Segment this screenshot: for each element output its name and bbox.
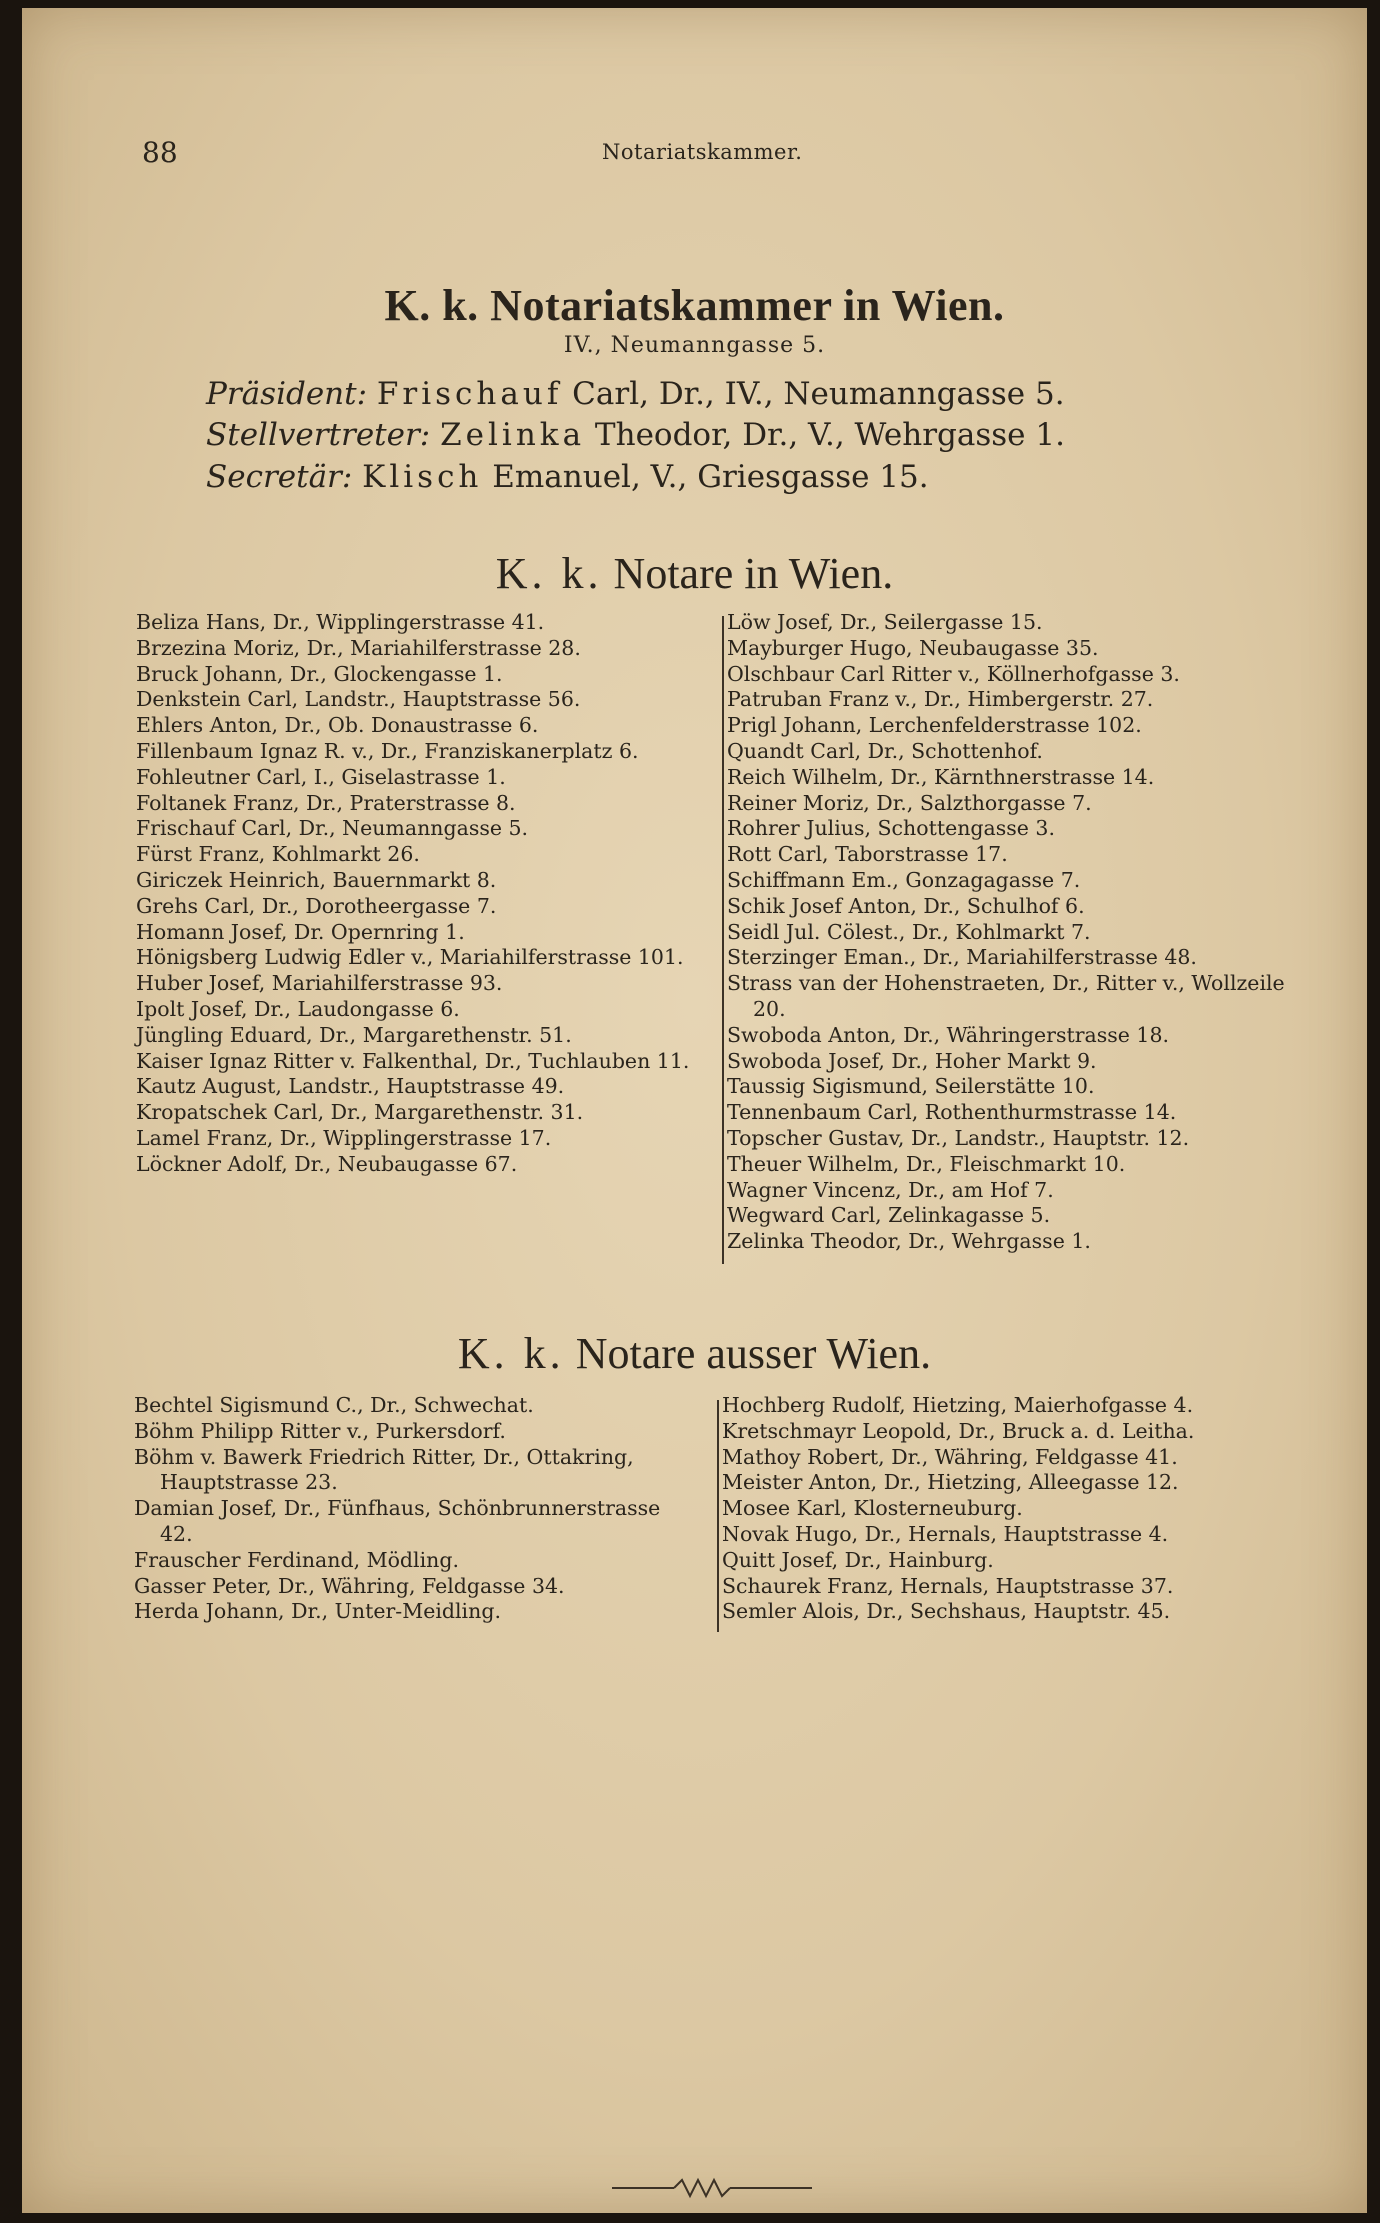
section-prefix: K. k. xyxy=(495,549,603,598)
list-item: Gasser Peter, Dr., Währing, Feldgasse 34. xyxy=(134,1573,565,1598)
list-item: Mayburger Hugo, Neubaugasse 35. xyxy=(727,635,1099,660)
officer-deputy xyxy=(206,417,1065,453)
page-number: 88 xyxy=(142,136,178,169)
list-item: Frischauf Carl, Dr., Neumanngasse 5. xyxy=(136,816,529,841)
list-item: Huber Josef, Mariahilferstrasse 93. xyxy=(136,971,503,996)
list-item: Ehlers Anton, Dr., Ob. Donaustrasse 6. xyxy=(136,713,539,738)
list-item: Böhm Philipp Ritter v., Purkersdorf. xyxy=(134,1418,506,1443)
column-divider xyxy=(717,1400,719,1632)
list-item: Hochberg Rudolf, Hietzing, Maierhofgasse 4. xyxy=(722,1393,1194,1417)
list-item: Ipolt Josef, Dr., Laudongasse 6. xyxy=(136,996,460,1021)
vienna-right-column xyxy=(727,610,1297,1255)
list-item: Kropatschek Carl, Dr., Margarethenstr. 31. xyxy=(136,1100,584,1125)
list-item: Wegward Carl, Zelinkagasse 5. xyxy=(727,1203,1051,1228)
list-item: Topscher Gustav, Dr., Landstr., Hauptstr. 12. xyxy=(727,1125,1190,1150)
list-item: Herda Johann, Dr., Unter-Meidling. xyxy=(134,1599,501,1624)
list-item: Schiffmann Em., Gonzagagasse 7. xyxy=(727,867,1081,892)
list-item: Bruck Johann, Dr., Glockengasse 1. xyxy=(136,661,503,686)
list-item: Grehs Carl, Dr., Dorotheergasse 7. xyxy=(136,893,497,918)
list-item: Kaiser Ignaz Ritter v. Falkenthal, Dr., Tuchlauben 11. xyxy=(136,1048,690,1073)
list-item: Swoboda Anton, Dr., Währingerstrasse 18. xyxy=(727,1022,1170,1047)
chamber-address: IV., Neumanngasse 5. xyxy=(563,333,826,358)
chamber-title: K. k. Notariatskammer in Wien. xyxy=(384,281,1005,330)
officer-surname: Klisch xyxy=(362,459,483,495)
list-item: Reiner Moriz, Dr., Salzthorgasse 7. xyxy=(727,790,1092,815)
list-item: Prigl Johann, Lerchenfelderstrasse 102. xyxy=(727,713,1142,738)
running-title: Notariatskammer. xyxy=(602,140,803,164)
list-item: Fillenbaum Ignaz R. v., Dr., Franziskanerplatz 6. xyxy=(136,738,639,763)
list-item: Kretschmayr Leopold, Dr., Bruck a. d. Leitha. xyxy=(722,1418,1195,1443)
list-item: Zelinka Theodor, Dr., Wehrgasse 1. xyxy=(727,1229,1091,1254)
list-item: Foltanek Franz, Dr., Praterstrasse 8. xyxy=(136,790,516,815)
list-item: Quandt Carl, Dr., Schottenhof. xyxy=(727,738,1043,763)
list-item: Beliza Hans, Dr., Wipplingerstrasse 41. xyxy=(136,610,545,634)
list-item: Homann Josef, Dr. Opernring 1. xyxy=(136,919,465,944)
list-item: Quitt Josef, Dr., Hainburg. xyxy=(722,1547,994,1572)
vienna-left-column xyxy=(136,610,706,1178)
list-item: Seidl Jul. Cölest., Dr., Kohlmarkt 7. xyxy=(727,919,1091,944)
list-item: Schaurek Franz, Hernals, Hauptstrasse 37. xyxy=(722,1573,1174,1598)
list-item: Mathoy Robert, Dr., Währing, Feldgasse 41. xyxy=(722,1444,1178,1469)
list-item: Swoboda Josef, Dr., Hoher Markt 9. xyxy=(727,1048,1097,1073)
officer-role: Stellvertreter: xyxy=(206,417,431,453)
list-item: Olschbaur Carl Ritter v., Köllnerhofgasse 3. xyxy=(727,661,1180,686)
list-item: Tennenbaum Carl, Rothenthurmstrasse 14. xyxy=(727,1100,1177,1125)
list-item: Reich Wilhelm, Dr., Kärnthnerstrasse 14. xyxy=(727,764,1155,789)
list-item: Giriczek Heinrich, Bauernmarkt 8. xyxy=(136,867,497,892)
list-item: Rohrer Julius, Schottengasse 3. xyxy=(727,816,1055,841)
list-item: Sterzinger Eman., Dr., Mariahilferstrasse 48. xyxy=(727,945,1197,970)
list-item: Rott Carl, Taborstrasse 17. xyxy=(727,842,1008,867)
officer-details: Carl, Dr., IV., Neumanngasse 5. xyxy=(572,376,1065,412)
section-heading: Notare in Wien. xyxy=(613,549,894,598)
list-item: Novak Hugo, Dr., Hernals, Hauptstrasse 4. xyxy=(722,1521,1169,1546)
list-item: Böhm v. Bawerk Friedrich Ritter, Dr., Ottakring, Hauptstrasse 23. xyxy=(134,1444,634,1495)
list-item: Patruban Franz v., Dr., Himbergerstr. 27. xyxy=(727,687,1154,712)
end-ornament xyxy=(612,2176,812,2200)
section-prefix: K. k. xyxy=(457,1329,565,1378)
list-item: Löw Josef, Dr., Seilergasse 15. xyxy=(727,610,1043,634)
list-item: Schik Josef Anton, Dr., Schulhof 6. xyxy=(727,893,1085,918)
list-item: Frauscher Ferdinand, Mödling. xyxy=(134,1547,460,1572)
list-item: Theuer Wilhelm, Dr., Fleischmarkt 10. xyxy=(727,1151,1126,1176)
officer-role: Secretär: xyxy=(206,459,353,495)
running-header xyxy=(22,136,1367,176)
list-item: Damian Josef, Dr., Fünfhaus, Schönbrunnerstrasse 42. xyxy=(134,1496,661,1546)
list-item: Fürst Franz, Kohlmarkt 26. xyxy=(136,842,420,867)
officer-details: Emanuel, V., Griesgasse 15. xyxy=(492,459,929,495)
list-item: Brzezina Moriz, Dr., Mariahilferstrasse 28. xyxy=(136,635,581,660)
section-title-vienna xyxy=(22,548,1367,599)
officer-role: Präsident: xyxy=(206,376,368,412)
list-item: Jüngling Eduard, Dr., Margarethenstr. 51. xyxy=(136,1022,572,1047)
list-item: Löckner Adolf, Dr., Neubaugasse 67. xyxy=(136,1151,518,1176)
list-item: Strass van der Hohenstraeten, Dr., Ritter v., Wollzeile 20. xyxy=(727,971,1285,1021)
officer-surname: Zelinka xyxy=(440,417,586,453)
column-divider xyxy=(722,616,724,1264)
list-item: Bechtel Sigismund C., Dr., Schwechat. xyxy=(134,1393,534,1417)
list-item: Lamel Franz, Dr., Wipplingerstrasse 17. xyxy=(136,1125,552,1150)
section-heading: Notare ausser Wien. xyxy=(575,1329,932,1378)
outside-right-column xyxy=(722,1393,1302,1625)
officer-surname: Frischauf xyxy=(376,376,563,412)
list-item: Taussig Sigismund, Seilerstätte 10. xyxy=(727,1074,1095,1099)
officer-president xyxy=(206,376,1065,412)
list-item: Hönigsberg Ludwig Edler v., Mariahilferstrasse 101. xyxy=(136,945,684,970)
section-title-outside xyxy=(22,1328,1367,1379)
outside-left-column xyxy=(134,1393,694,1625)
list-item: Semler Alois, Dr., Sechshaus, Hauptstr. 45. xyxy=(722,1599,1171,1624)
officer-secretary xyxy=(206,459,929,495)
officer-details: Theodor, Dr., V., Wehrgasse 1. xyxy=(594,417,1065,453)
list-item: Mosee Karl, Klosterneuburg. xyxy=(722,1496,1023,1521)
list-item: Wagner Vincenz, Dr., am Hof 7. xyxy=(727,1177,1054,1202)
list-item: Fohleutner Carl, I., Giselastrasse 1. xyxy=(136,764,506,789)
list-item: Meister Anton, Dr., Hietzing, Alleegasse 12. xyxy=(722,1470,1179,1495)
list-item: Kautz August, Landstr., Hauptstrasse 49. xyxy=(136,1074,565,1099)
list-item: Denkstein Carl, Landstr., Hauptstrasse 56. xyxy=(136,687,581,712)
page xyxy=(22,8,1367,2213)
